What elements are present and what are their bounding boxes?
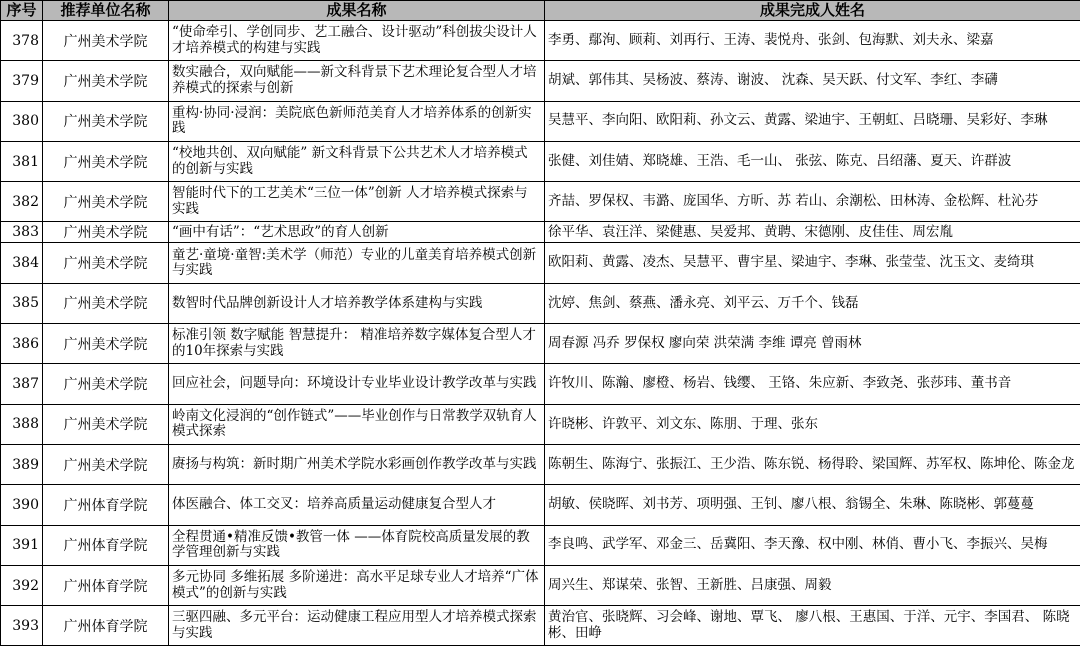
- cell-people: 黄治官、张晓辉、习会峰、谢地、覃飞、 廖八根、王惠国、于洋、元宇、李国君、 陈晓彬、田峥: [545, 606, 1080, 646]
- cell-no: 391: [1, 525, 43, 565]
- table-row: [1, 222, 1080, 243]
- cell-unit: 广州美术学院: [43, 101, 169, 141]
- cell-people: 李良鸣、武学军、邓金三、岳冀阳、李天豫、权中刚、林俏、曹小飞、李振兴、吴梅: [545, 525, 1080, 565]
- cell-unit: 广州美术学院: [43, 324, 169, 364]
- cell-unit: 广州体育学院: [43, 565, 169, 605]
- cell-people: 欧阳莉、黄露、凌杰、吴慧平、曹宇星、梁迪宇、李琳、张莹莹、沈玉文、麦绮琪: [545, 243, 1080, 283]
- cell-title: 童艺·童境·童智:美术学（师范）专业的儿童美育培养模式创新与实践: [169, 243, 545, 283]
- cell-no: 386: [1, 324, 43, 364]
- cell-title: 数智时代品牌创新设计人才培养教学体系建构与实践: [169, 283, 545, 323]
- cell-title: 标准引领 数字赋能 智慧提升： 精准培养数字媒体复合型人才的10年探索与实践: [169, 324, 545, 364]
- cell-unit: 广州体育学院: [43, 606, 169, 646]
- cell-unit: 广州美术学院: [43, 21, 169, 61]
- cell-people: 周春源 冯乔 罗保权 廖向荣 洪荣满 李维 谭亮 曾雨林: [545, 324, 1080, 364]
- table-row: [1, 283, 1080, 323]
- table-row: [1, 182, 1080, 222]
- cell-no: 389: [1, 444, 43, 484]
- cell-title: 三驱四融、多元平台：运动健康工程应用型人才培养模式探索与实践: [169, 606, 545, 646]
- cell-people: 沈婷、焦剑、蔡燕、潘永亮、刘平云、万千个、钱磊: [545, 283, 1080, 323]
- cell-no: 382: [1, 182, 43, 222]
- cell-title: 体医融合、体工交叉：培养高质量运动健康复合型人才: [169, 485, 545, 525]
- cell-people: 齐喆、罗保权、韦潞、庞国华、方昕、苏 若山、余潮松、田林涛、金松辉、杜沁芬: [545, 182, 1080, 222]
- table-header: [1, 1, 1080, 21]
- cell-people: 周兴生、郑谋荣、张智、王新胜、吕康强、周毅: [545, 565, 1080, 605]
- header-unit: 推荐单位名称: [43, 1, 169, 21]
- cell-no: 393: [1, 606, 43, 646]
- cell-people: 张健、刘佳婧、郑晓雄、王浩、毛一山、 张弦、陈克、吕绍藩、夏天、许群波: [545, 141, 1080, 181]
- cell-unit: 广州美术学院: [43, 444, 169, 484]
- cell-no: 381: [1, 141, 43, 181]
- cell-title: 数实融合，双向赋能——新文科背景下艺术理论复合型人才培养模式的探索与创新: [169, 61, 545, 101]
- cell-unit: 广州美术学院: [43, 243, 169, 283]
- cell-title: 赓扬与构筑：新时期广州美术学院水彩画创作教学改革与实践: [169, 444, 545, 484]
- cell-title: “画中有话”：“艺术思政”的育人创新: [169, 222, 545, 243]
- table-body: [1, 21, 1080, 646]
- cell-people: 胡斌、郭伟其、吴杨波、蔡涛、谢波、 沈森、吴天跃、付文军、李红、李礴: [545, 61, 1080, 101]
- table-row: [1, 444, 1080, 484]
- table-row: [1, 61, 1080, 101]
- cell-title: 回应社会，问题导向：环境设计专业毕业设计教学改革与实践: [169, 364, 545, 404]
- table-row: [1, 565, 1080, 605]
- cell-no: 378: [1, 21, 43, 61]
- cell-people: 李勇、鄢洵、顾莉、刘再行、王涛、裴悦舟、张剑、包海默、刘夫永、梁嘉: [545, 21, 1080, 61]
- cell-no: 390: [1, 485, 43, 525]
- cell-no: 383: [1, 222, 43, 243]
- cell-title: “校地共创、双向赋能” 新文科背景下公共艺术人才培养模式的创新与实践: [169, 141, 545, 181]
- cell-title: 岭南文化浸润的“创作链式”——毕业创作与日常教学双轨育人模式探索: [169, 404, 545, 444]
- header-row: [1, 1, 1080, 21]
- cell-no: 380: [1, 101, 43, 141]
- header-people: 成果完成人姓名: [545, 1, 1080, 21]
- cell-people: 徐平华、袁汪洋、梁健惠、吴爱邦、黄聘、宋德刚、皮佳佳、周宏胤: [545, 222, 1080, 243]
- cell-title: 全程贯通•精准反馈•教管一体 ——体育院校高质量发展的教学管理创新与实践: [169, 525, 545, 565]
- cell-unit: 广州美术学院: [43, 222, 169, 243]
- cell-people: 许晓彬、许敦平、刘文东、陈朋、于理、张东: [545, 404, 1080, 444]
- cell-unit: 广州美术学院: [43, 364, 169, 404]
- cell-unit: 广州美术学院: [43, 141, 169, 181]
- table-row: [1, 404, 1080, 444]
- table-row: [1, 21, 1080, 61]
- table-row: [1, 101, 1080, 141]
- cell-people: 吴慧平、李向阳、欧阳莉、孙文云、黄露、梁迪宇、王朝虹、吕晓珊、吴彩好、李琳: [545, 101, 1080, 141]
- cell-title: “使命牵引、学创同步、艺工融合、设计驱动”科创拔尖设计人才培养模式的构建与实践: [169, 21, 545, 61]
- cell-unit: 广州美术学院: [43, 404, 169, 444]
- cell-no: 385: [1, 283, 43, 323]
- cell-unit: 广州美术学院: [43, 61, 169, 101]
- cell-unit: 广州美术学院: [43, 283, 169, 323]
- cell-people: 陈朝生、陈海宁、张振江、王少浩、陈东锐、杨得聆、梁国辉、苏军权、陈坤伦、陈金龙: [545, 444, 1080, 484]
- cell-unit: 广州体育学院: [43, 485, 169, 525]
- header-title: 成果名称: [169, 1, 545, 21]
- cell-unit: 广州美术学院: [43, 182, 169, 222]
- table-row: [1, 324, 1080, 364]
- cell-no: 379: [1, 61, 43, 101]
- cell-unit: 广州体育学院: [43, 525, 169, 565]
- cell-people: 许牧川、陈瀚、廖橙、杨岩、钱缨、 王铬、朱应新、李致尧、张莎玮、董书音: [545, 364, 1080, 404]
- cell-title: 多元协同 多维拓展 多阶递进：高水平足球专业人才培养“广体模式”的创新与实践: [169, 565, 545, 605]
- table-row: [1, 525, 1080, 565]
- table-row: [1, 141, 1080, 181]
- cell-no: 384: [1, 243, 43, 283]
- table-row: [1, 606, 1080, 646]
- table-row: [1, 364, 1080, 404]
- cell-title: 智能时代下的工艺美术“三位一体”创新 人才培养模式探索与实践: [169, 182, 545, 222]
- cell-no: 387: [1, 364, 43, 404]
- cell-no: 392: [1, 565, 43, 605]
- table-row: [1, 243, 1080, 283]
- header-no: 序号: [1, 1, 43, 21]
- cell-people: 胡敏、侯晓晖、刘书芳、项明强、王钊、廖八根、翁锡全、朱琳、陈晓彬、郭蔓蔓: [545, 485, 1080, 525]
- cell-no: 388: [1, 404, 43, 444]
- table-row: [1, 485, 1080, 525]
- cell-title: 重构·协同·浸润：美院底色新师范美育人才培养体系的创新实践: [169, 101, 545, 141]
